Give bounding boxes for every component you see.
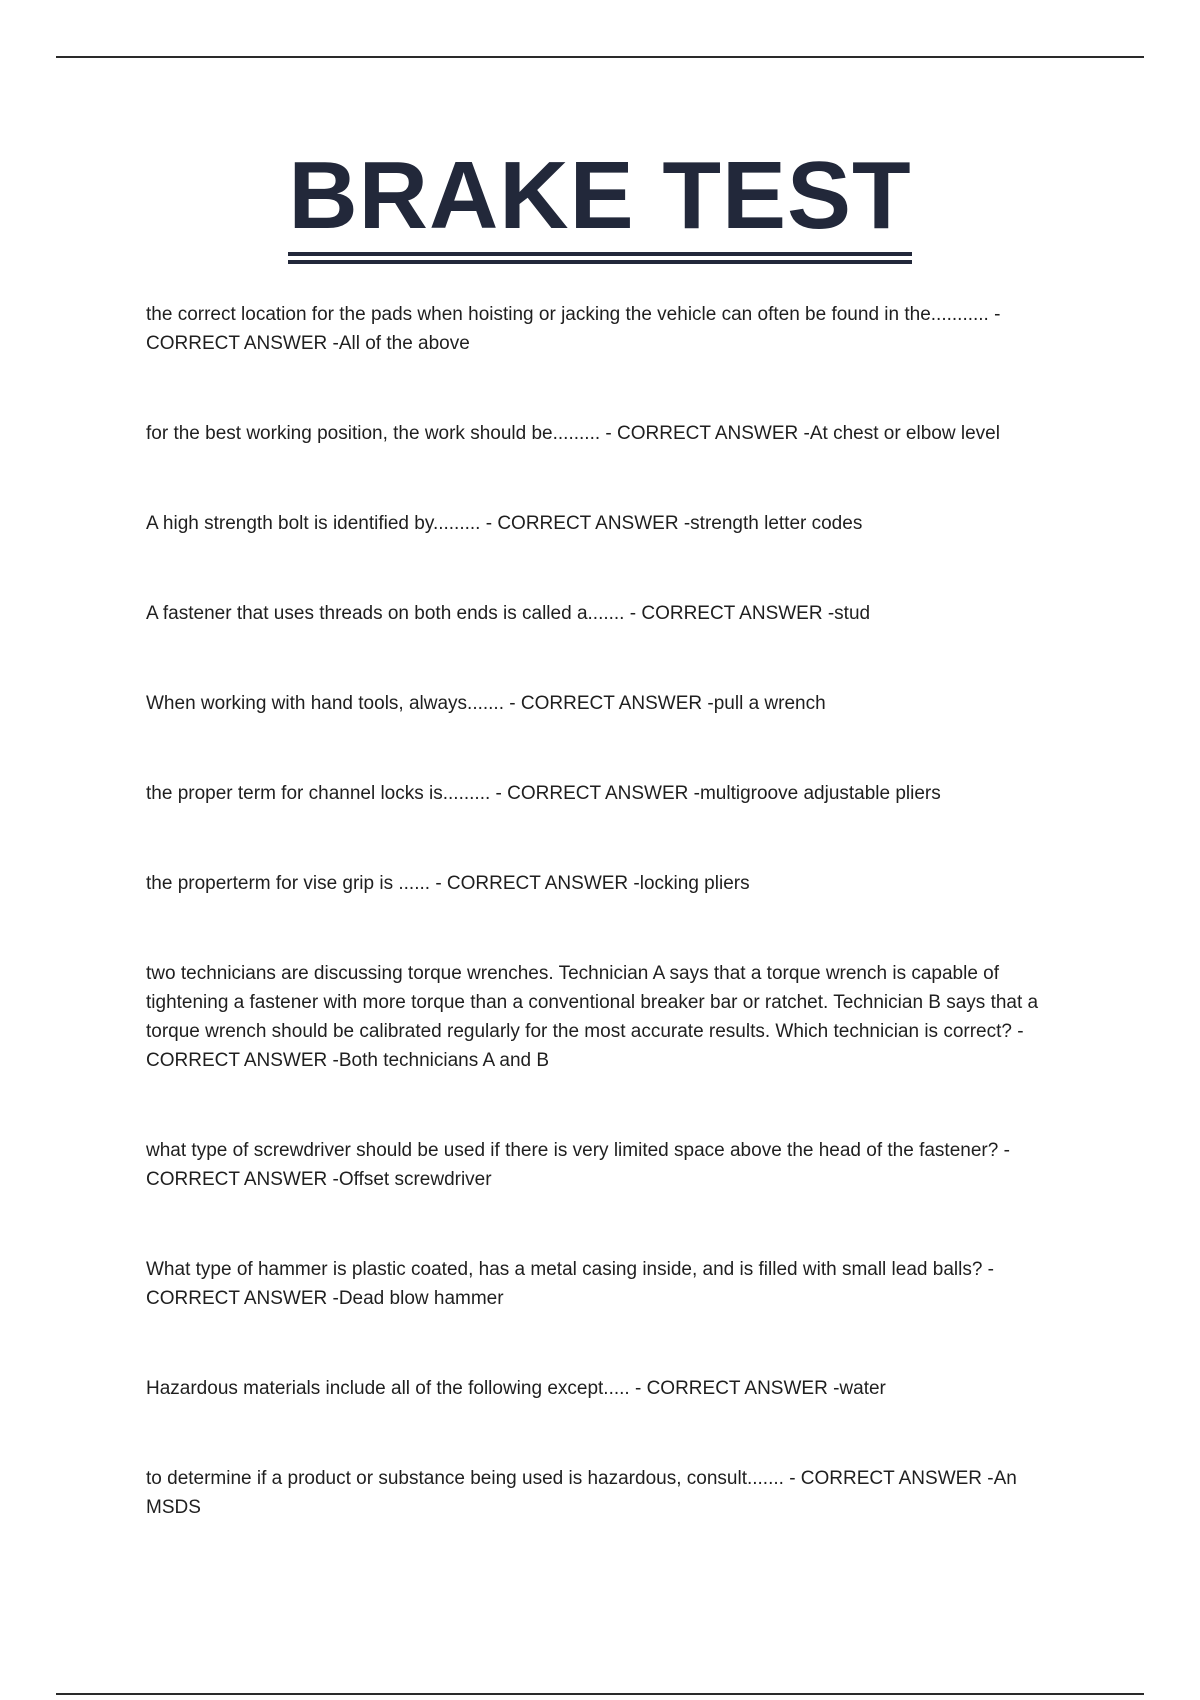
- page-title: BRAKE TEST: [288, 148, 911, 256]
- qa-item: to determine if a product or substance being used is hazardous, consult....... - CORRECT ANSWER -An MSDS: [146, 1468, 1017, 1518]
- qa-item: the correct location for the pads when hoisting or jacking the vehicle can often be found in the........... - CORRECT ANSWER -All of the above: [146, 304, 1001, 354]
- qa-item: A high strength bolt is identified by......... - CORRECT ANSWER -strength letter codes: [146, 513, 863, 534]
- qa-item: the proper term for channel locks is......... - CORRECT ANSWER -multigroove adjustable pliers: [146, 783, 941, 804]
- qa-item: two technicians are discussing torque wrenches. Technician A says that a torque wrench is capable of tightening a fastener with more torque than a conventional breaker bar or ratchet. Technician B says that a torque wrench should be calibrated regularly for the most accurate results. Which technician is correct? - CORRECT ANSWER -Both technicians A and B: [146, 963, 1039, 1071]
- qa-list: [146, 300, 1066, 1583]
- qa-item: A fastener that uses threads on both ends is called a....... - CORRECT ANSWER -stud: [146, 603, 871, 624]
- qa-item: Hazardous materials include all of the following except..... - CORRECT ANSWER -water: [146, 1378, 886, 1399]
- qa-item: What type of hammer is plastic coated, has a metal casing inside, and is filled with small lead balls? - CORRECT ANSWER -Dead blow hammer: [146, 1259, 995, 1309]
- title-block: [0, 142, 1200, 256]
- bottom-rule: [56, 1693, 1144, 1695]
- qa-item: for the best working position, the work should be......... - CORRECT ANSWER -At chest or elbow level: [146, 423, 1000, 444]
- qa-item: what type of screwdriver should be used if there is very limited space above the head of the fastener? - CORRECT ANSWER -Offset screwdriver: [146, 1140, 1010, 1190]
- qa-item: When working with hand tools, always....... - CORRECT ANSWER -pull a wrench: [146, 693, 826, 714]
- qa-item: the properterm for vise grip is ...... - CORRECT ANSWER -locking pliers: [146, 873, 750, 894]
- top-rule: [56, 56, 1144, 58]
